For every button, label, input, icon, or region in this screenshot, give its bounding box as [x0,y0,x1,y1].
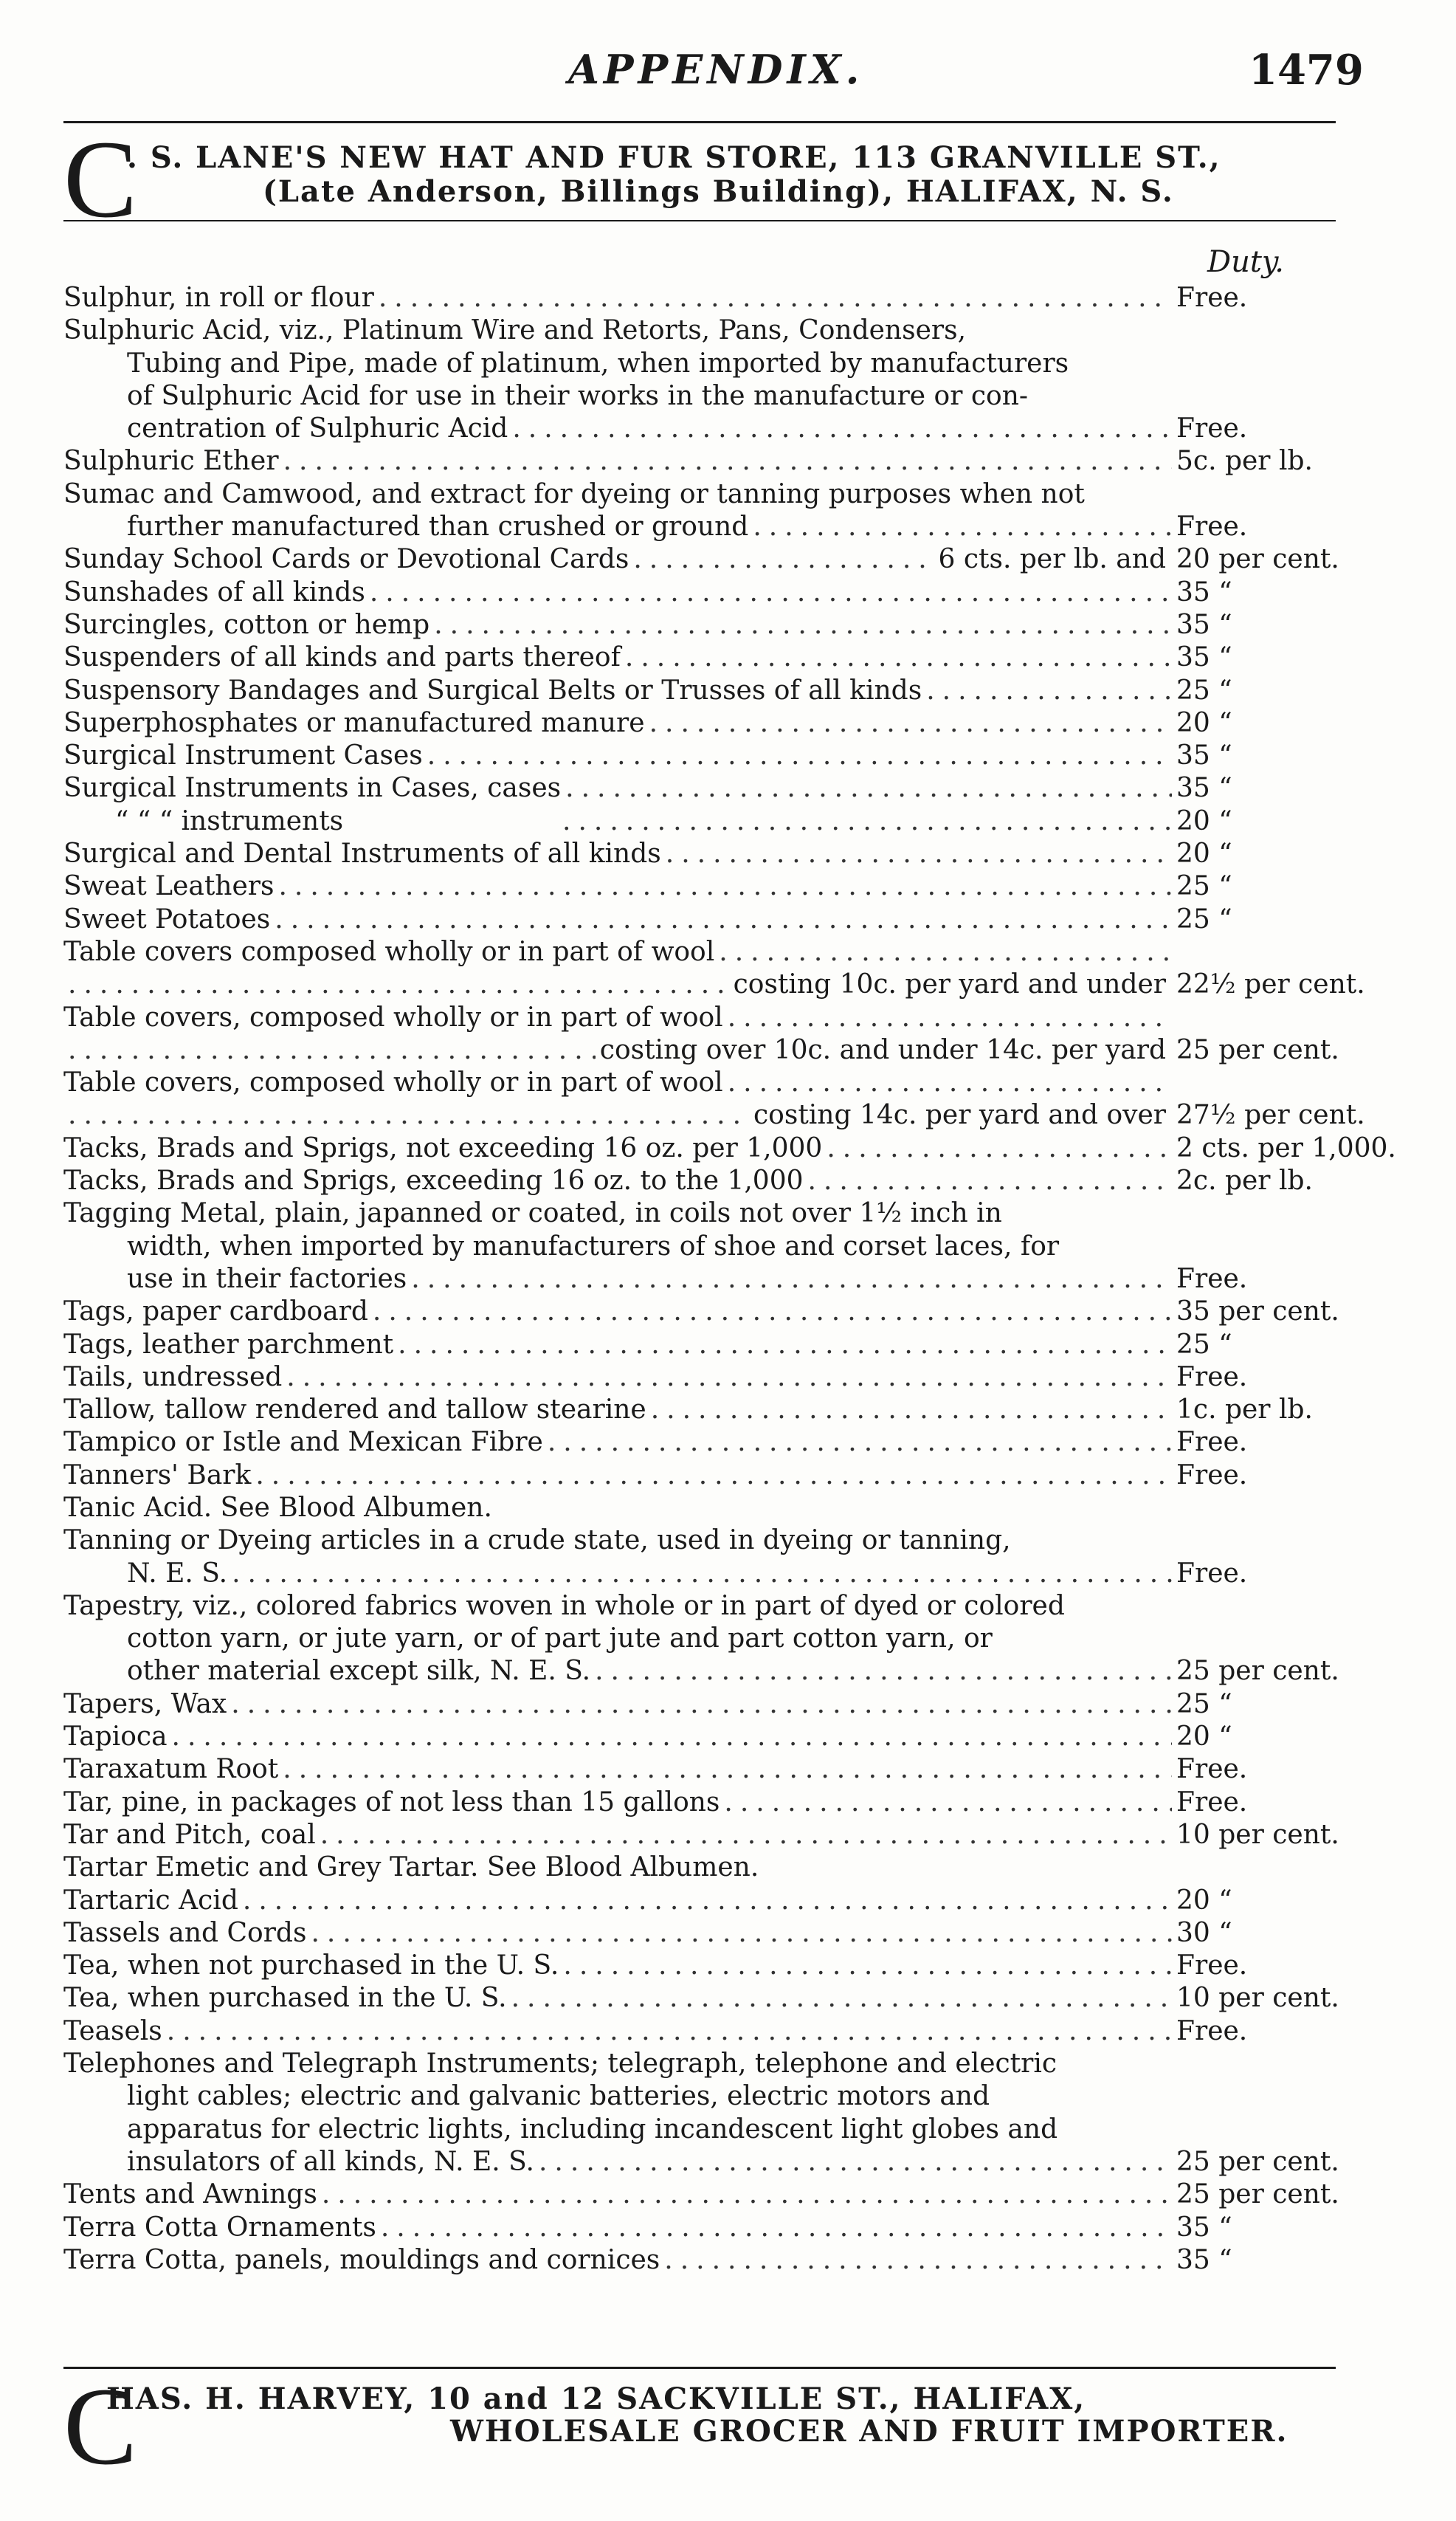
tariff-entry [63,1296,1348,1328]
dot-leader [427,740,1172,772]
dot-leader [595,1655,1172,1688]
item-name: Tartar Emetic and Grey Tartar. See Blood Albumen. [63,1852,759,1883]
item-name: Tapestry, viz., colored fabrics woven in whole or in part of dyed or colored [63,1590,1065,1621]
tariff-entry [63,1329,1348,1361]
rate-qualifier: costing 14c. per yard and over [753,1100,1166,1131]
rate-qualifier: costing 10c. per yard and under [733,969,1166,1000]
item-name: Teasels [63,2015,162,2046]
tariff-entry [63,642,1348,674]
rate-qualifier: 6 cts. per lb. and [938,544,1166,575]
duty-rate: 27½ per cent. [1176,1100,1365,1131]
dot-leader [379,282,1172,314]
item-name: Superphosphates or manufactured manure [63,707,645,738]
dot-leader [511,1982,1172,2015]
duty-rate: 22½ per cent. [1176,969,1365,1000]
dot-leader [633,543,934,576]
tariff-entry [63,2048,1348,2178]
item-name: Sweat Leathers [63,871,275,902]
dot-leader [625,642,1172,674]
duty-rate: Free. [1176,2015,1248,2046]
dot-leader [255,1459,1172,1492]
item-name: Tanners' Bark [63,1459,252,1490]
item-name: Tea, when purchased in the U. S. [63,1983,507,2014]
dot-leader [651,1394,1172,1426]
tariff-entry [63,1524,1348,1590]
dot-leader [370,577,1172,609]
item-name: Tacks, Brads and Sprigs, not exceeding 16 oz. per 1,000 [63,1132,823,1163]
tariff-entry [63,904,1348,936]
tariff-entry [63,1590,1348,1688]
dot-leader [283,1753,1172,1786]
dot-leader [286,1361,1172,1394]
duty-rate: Free. [1176,413,1248,444]
item-name-continued: use in their factories [127,1263,407,1294]
tariff-entry [63,870,1348,903]
dot-leader [68,1034,596,1067]
tariff-entry [63,1132,1396,1165]
tariff-entry [63,1753,1348,1786]
dot-leader [719,936,1172,969]
item-name: Tapioca [63,1722,168,1753]
bottom-advertisement [63,2365,1348,2488]
duty-rate: 30 “ [1176,1917,1232,1948]
item-name: Tacks, Brads and Sprigs, exceeding 16 oz. to the 1,000 [63,1166,804,1197]
duty-rate: 20 “ [1176,1722,1232,1753]
duty-rate: 35 “ [1176,773,1232,804]
tariff-entry [63,543,1348,576]
duty-rate: 10 per cent. [1176,1983,1339,2014]
tariff-entry [63,2212,1348,2244]
dot-leader [808,1165,1172,1197]
tariff-entry [63,1885,1348,1917]
item-name-continued: centration of Sulphuric Acid [127,413,508,444]
bottom-ad-initial: C [63,2365,138,2488]
dot-leader [753,511,1172,543]
dot-leader [512,413,1172,445]
dot-leader [434,609,1172,642]
duty-rate: 20 “ [1176,707,1232,738]
dot-leader [724,1786,1172,1819]
rate-qualifier: costing over 10c. and under 14c. per yard [599,1034,1166,1065]
item-name: Table covers, composed wholly or in part of wool [63,1067,723,1098]
item-name-continued: N. E. S. [127,1558,228,1589]
tariff-entry [63,2244,1348,2277]
tariff-entry [63,1492,1348,1524]
duty-column-header: Duty. [1207,245,1284,279]
duty-rate: Free. [1176,512,1248,543]
duty-rate: Free. [1176,1754,1248,1785]
dot-leader [167,2015,1172,2048]
item-name: Tagging Metal, plain, japanned or coated, in coils not over 1½ inch in [63,1198,1002,1229]
item-name-continued: cotton yarn, or jute yarn, or of part jute and part cotton yarn, or [127,1623,993,1654]
tariff-entry [63,1002,1348,1067]
duty-rate: 25 “ [1176,1688,1232,1719]
item-name: Surgical Instruments in Cases, cases [63,773,562,804]
tariff-entry [63,478,1348,544]
item-name: Tea, when not purchased in the U. S. [63,1950,559,1981]
dot-leader [231,1688,1172,1721]
item-name: Tags, leather parchment [63,1329,394,1360]
dot-leader [664,2244,1172,2277]
item-name-continued: insulators of all kinds, N. E. S. [127,2146,534,2177]
item-name: Sulphuric Ether [63,446,279,477]
page-number: 1479 [1249,46,1364,94]
duty-rate: Free. [1176,1459,1248,1490]
bottom-ad-line-1: HAS. H. HARVEY, 10 and 12 SACKVILLE ST., HALIFAX, [106,2381,1086,2416]
item-name: Taraxatum Root [63,1754,279,1785]
duty-rate: 25 “ [1176,871,1232,902]
ditto-label: “ “ “ instruments [115,805,344,836]
dot-leader [283,445,1172,478]
tariff-entry [63,772,1348,805]
tariff-entry [63,2178,1348,2211]
dot-leader [539,2146,1172,2178]
duty-rate: 20 “ [1176,839,1232,870]
dot-leader [172,1721,1172,1753]
duty-rate: 25 “ [1176,675,1232,706]
dot-leader [548,1426,1172,1459]
item-name: Terra Cotta Ornaments [63,2212,376,2243]
item-name-continued: Tubing and Pipe, made of platinum, when imported by manufacturers [127,348,1069,379]
tariff-entry [63,577,1348,609]
duty-rate: 35 “ [1176,2212,1232,2243]
item-name: Tampico or Istle and Mexican Fibre [63,1427,543,1458]
tariff-entry [63,1361,1348,1394]
item-name: Surcingles, cotton or hemp [63,609,430,640]
item-name-continued: other material except silk, N. E. S. [127,1656,591,1687]
tariff-entry [63,1688,1348,1721]
item-name: Sumac and Camwood, and extract for dyeing or tanning purposes when not [63,478,1085,509]
dot-leader [565,772,1172,805]
dot-leader [926,675,1172,707]
item-name: Surgical and Dental Instruments of all kinds [63,839,661,870]
dot-leader [728,1002,1172,1034]
dot-leader [649,707,1172,740]
item-name: Tanning or Dyeing articles in a crude state, used in dyeing or tanning, [63,1525,1011,1556]
duty-rate: 25 “ [1176,904,1232,935]
item-name: Table covers composed wholly or in part of wool [63,936,715,967]
header-rule [63,121,1336,123]
duty-rate: 25 per cent. [1176,2179,1339,2210]
duty-rate: 35 per cent. [1176,1296,1339,1327]
tariff-entry [63,740,1348,772]
tariff-entry [63,838,1348,870]
item-name: Tar, pine, in packages of not less than 15 gallons [63,1786,720,1817]
tariff-entries-list [63,282,1396,2277]
tariff-entry [63,1721,1348,1753]
dot-leader [666,838,1172,870]
item-name: Sweet Potatoes [63,904,271,935]
item-name-continued: apparatus for electric lights, including incandescent light globes and [127,2114,1058,2145]
dot-leader [275,904,1172,936]
dot-leader [398,1329,1172,1361]
dot-leader [563,1950,1172,1982]
top-ad-line-1: . S. LANE'S NEW HAT AND FUR STORE, 113 GRANVILLE ST., [127,140,1221,175]
tariff-entry [63,1197,1348,1296]
dot-leader [373,1296,1172,1328]
tariff-entry [63,1067,1365,1132]
duty-rate: 5c. per lb. [1176,446,1313,477]
item-name-continued: further manufactured than crushed or ground [127,512,749,543]
duty-rate: Free. [1176,1427,1248,1458]
tariff-entry [63,1165,1348,1197]
duty-rate: 25 “ [1176,1329,1232,1360]
item-name: Sulphuric Acid, viz., Platinum Wire and Retorts, Pans, Condensers, [63,315,967,346]
dot-leader [278,870,1172,903]
duty-rate: 25 per cent. [1176,1034,1339,1065]
item-name-continued: of Sulphuric Acid for use in their works in the manufacture or con- [127,380,1029,411]
dot-leader [322,2178,1172,2211]
duty-rate: 35 “ [1176,642,1232,673]
tariff-entry [63,1982,1348,2015]
tariff-entry [63,1426,1348,1459]
tariff-entry [63,1819,1348,1851]
tariff-entry [63,936,1365,1002]
top-advertisement [63,118,1348,241]
duty-rate: 35 “ [1176,740,1232,771]
item-name: Tanic Acid. See Blood Albumen. [63,1492,492,1523]
item-name: Sulphur, in roll or flour [63,283,374,313]
top-ad-initial: C [63,118,138,241]
dot-leader [728,1067,1172,1099]
tariff-entry [63,805,1348,838]
dot-leader [381,2212,1172,2244]
duty-rate: 35 “ [1176,577,1232,608]
running-header: APPENDIX. [568,46,864,93]
duty-rate: Free. [1176,1263,1248,1294]
tariff-entry [63,445,1348,478]
tariff-entry [63,1394,1348,1426]
duty-rate: Free. [1176,1361,1248,1392]
duty-rate: 25 per cent. [1176,1656,1339,1687]
tariff-entry [63,707,1348,740]
item-name-continued: light cables; electric and galvanic batteries, electric motors and [127,2081,990,2112]
item-name: Tallow, tallow rendered and tallow stearine [63,1394,646,1425]
item-name-continued: width, when imported by manufacturers of shoe and corset laces, for [127,1231,1060,1262]
duty-rate: 35 “ [1176,2244,1232,2275]
duty-rate: 1c. per lb. [1176,1394,1313,1425]
duty-rate: Free. [1176,1558,1248,1589]
duty-rate: 2c. per lb. [1176,1166,1313,1197]
duty-rate: 25 per cent. [1176,2146,1339,2177]
tariff-entry [63,609,1348,642]
item-name: Tar and Pitch, coal [63,1819,316,1850]
item-name: Tassels and Cords [63,1917,307,1948]
item-name: Telephones and Telegraph Instruments; telegraph, telephone and electric [63,2049,1058,2080]
item-name: Tails, undressed [63,1361,283,1392]
item-name: Table covers, composed wholly or in part of wool [63,1002,723,1033]
duty-rate: 2 cts. per 1,000. [1176,1132,1396,1163]
dot-leader [68,1099,749,1132]
item-name: Tartaric Acid [63,1885,238,1916]
tariff-entry [63,1459,1348,1492]
item-name: Suspenders of all kinds and parts thereof [63,642,621,673]
dot-leader [562,805,1172,838]
item-name: Sunshades of all kinds [63,577,365,608]
item-name: Tapers, Wax [63,1688,227,1719]
duty-rate: 35 “ [1176,609,1232,640]
bottom-ad-rule [63,2367,1336,2369]
item-name: Tags, paper cardboard [63,1296,368,1327]
duty-rate: 20 “ [1176,805,1232,836]
dot-leader [232,1558,1172,1590]
tariff-entry [63,1950,1348,1982]
tariff-entry [63,2015,1348,2048]
dot-leader [827,1132,1172,1165]
duty-rate: 10 per cent. [1176,1819,1339,1850]
item-name: Suspensory Bandages and Surgical Belts or Trusses of all kinds [63,675,922,706]
item-name: Surgical Instrument Cases [63,740,423,771]
tariff-entry [63,314,1348,445]
top-ad-line-2: (Late Anderson, Billings Building), HALIFAX, N. S. [263,174,1174,209]
dot-leader [68,969,729,1001]
tariff-entry [63,1786,1348,1819]
dot-leader [243,1885,1172,1917]
tariff-entry [63,1851,1348,1884]
dot-leader [320,1819,1172,1851]
duty-rate: 20 per cent. [1176,544,1339,575]
duty-rate: 20 “ [1176,1885,1232,1916]
duty-rate: Free. [1176,1950,1248,1981]
item-name: Terra Cotta, panels, mouldings and cornices [63,2244,660,2275]
item-name: Sunday School Cards or Devotional Cards [63,544,629,575]
duty-rate: Free. [1176,283,1248,313]
tariff-entry [63,675,1348,707]
dot-leader [311,1917,1172,1950]
top-ad-rule [63,220,1336,221]
tariff-entry [63,282,1348,314]
tariff-entry [63,1917,1348,1950]
dot-leader [411,1263,1172,1296]
duty-rate: Free. [1176,1786,1248,1817]
item-name: Tents and Awnings [63,2179,317,2210]
bottom-ad-line-2: WHOLESALE GROCER AND FRUIT IMPORTER. [450,2414,1288,2449]
